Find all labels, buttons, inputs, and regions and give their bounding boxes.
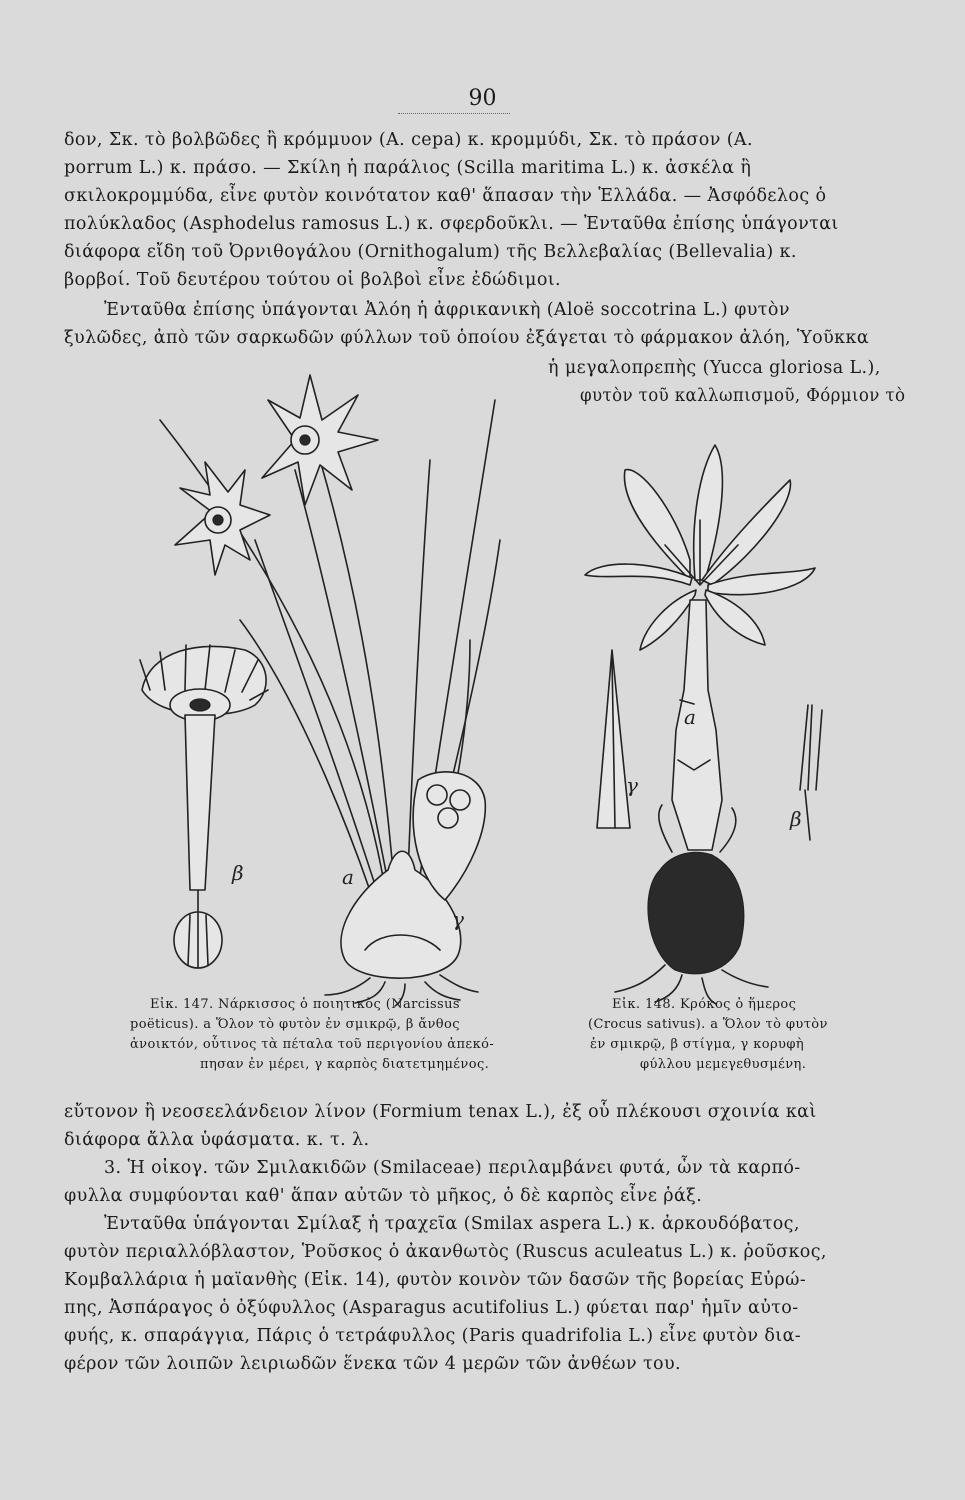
text-line: porrum L.) κ. πράσο. — Σκίλη ἡ παράλιος (Scilla maritima L.) κ. ἀσκέλα ἢ — [64, 158, 752, 178]
figure-letter-gamma: γ — [626, 773, 638, 797]
figure-letter-beta: β — [232, 861, 244, 885]
text-line: Ἐνταῦθα ἐπίσης ὑπάγονται Ἀλόη ἡ ἀφρικανικὴ (Aloë soccotrina L.) φυτὸν — [104, 300, 790, 320]
text-line: φυτὸν περιαλλόβλαστον, Ῥοῦσκος ὁ ἀκανθωτὸς (Ruscus aculeatus L.) κ. ῥοῦσκος, — [64, 1242, 827, 1262]
text-line: πης, Ἀσπάραγος ὁ ὀξύφυλλος (Asparagus acutifolius L.) φύεται παρ' ἡμῖν αὐτο- — [64, 1298, 799, 1318]
text-line: δον, Σκ. τὸ βολβῶδες ἢ κρόμμυον (A. cepa) κ. κρομμύδι, Σκ. τὸ πράσον (A. — [64, 130, 753, 150]
crocus-leaf-tip — [597, 650, 630, 828]
text-line: φυτὸν τοῦ καλλωπισμοῦ, Φόρμιον τὸ — [580, 386, 906, 406]
page-number: 90 — [468, 86, 497, 111]
caption-right-line: φύλλου μεμεγεθυσμένη. — [640, 1057, 807, 1072]
figure-letter-a: a — [342, 865, 354, 889]
text-line: ξυλῶδες, ἀπὸ τῶν σαρκωδῶν φύλλων τοῦ ὁποίου ἐξάγεται τὸ φάρμακον ἀλόη, Ὑοῦκκα — [64, 328, 870, 348]
text-line: πολύκλαδος (Asphodelus ramosus L.) κ. σφερδοῦκλι. — Ἐνταῦθα ἐπίσης ὑπάγονται — [64, 214, 839, 234]
figure-letter-gamma: γ — [452, 907, 464, 931]
text-line: Κομβαλλάρια ἡ μαϊανθὴς (Εἰκ. 14), φυτὸν κοινὸν τῶν δασῶν τῆς βορείας Εὐρώ- — [64, 1270, 807, 1290]
caption-left-line: πησαν ἐν μέρει, γ καρπὸς διατετμημένος. — [200, 1057, 490, 1072]
text-line: Ἐνταῦθα ὑπάγονται Σμίλαξ ἡ τραχεῖα (Smilax aspera L.) κ. ἀρκουδόβατος, — [104, 1214, 800, 1234]
text-line: 3. Ἡ οἰκογ. τῶν Σμιλακιδῶν (Smilaceae) περιλαμβάνει φυτά, ὧν τὰ καρπό- — [104, 1158, 801, 1178]
caption-left-line: Εἰκ. 147. Νάρκισσος ὁ ποιητικὸς (Narcissus — [150, 997, 460, 1012]
text-line: ἡ μεγαλοπρεπὴς (Yucca gloriosa L.), — [548, 358, 881, 378]
caption-right-line: Εἰκ. 148. Κρόκος ὁ ἥμερος — [612, 997, 797, 1012]
caption-right-line: ἐν σμικρῷ, β στίγμα, γ κορυφὴ — [590, 1037, 805, 1052]
text-line: βορβοί. Τοῦ δευτέρου τούτου οἱ βολβοὶ εἶνε ἐδώδιμοι. — [64, 270, 561, 290]
caption-left-line: ἀνοικτόν, οὗτινος τὰ πέταλα τοῦ περιγονίου ἀπεκό- — [130, 1037, 495, 1052]
caption-right-line: (Crocus sativus). a Ὅλον τὸ φυτὸν — [588, 1017, 828, 1032]
figure-letter-a: a — [684, 705, 696, 729]
text-line: φυλλα συμφύονται καθ' ἅπαν αὐτῶν τὸ μῆκος, ὁ δὲ καρπὸς εἶνε ῥάξ. — [64, 1186, 703, 1206]
text-line: φέρον τῶν λοιπῶν λειριωδῶν ἕνεκα τῶν 4 μερῶν τῶν ἀνθέων του. — [64, 1354, 681, 1374]
text-line: εὔτονον ἢ νεοσεελάνδειον λίνον (Formium tenax L.), ἐξ οὗ πλέκουσι σχοινία καὶ — [64, 1102, 817, 1122]
text-line: διάφορα εἴδη τοῦ Ὀρνιθογάλου (Ornithogalum) τῆς Βελλεβαλίας (Bellevalia) κ. — [64, 242, 797, 262]
figure-letter-beta: β — [790, 807, 802, 831]
text-line: φυής, κ. σπαράγγια, Πάρις ὁ τετράφυλλος (Paris quadrifolia L.) εἶνε φυτὸν δια- — [64, 1326, 802, 1346]
text-line: σκιλοκρομμύδα, εἶνε φυτὸν κοινότατον καθ' ἅπασαν τὴν Ἑλλάδα. — Ἀσφόδελος ὁ — [64, 186, 827, 206]
text-line: διάφορα ἄλλα ὑφάσματα. κ. τ. λ. — [64, 1130, 370, 1150]
caption-left-line: poëticus). a Ὅλον τὸ φυτὸν ἐν σμικρῷ, β ἄνθος — [130, 1017, 460, 1032]
crocus-stigma — [800, 705, 822, 840]
